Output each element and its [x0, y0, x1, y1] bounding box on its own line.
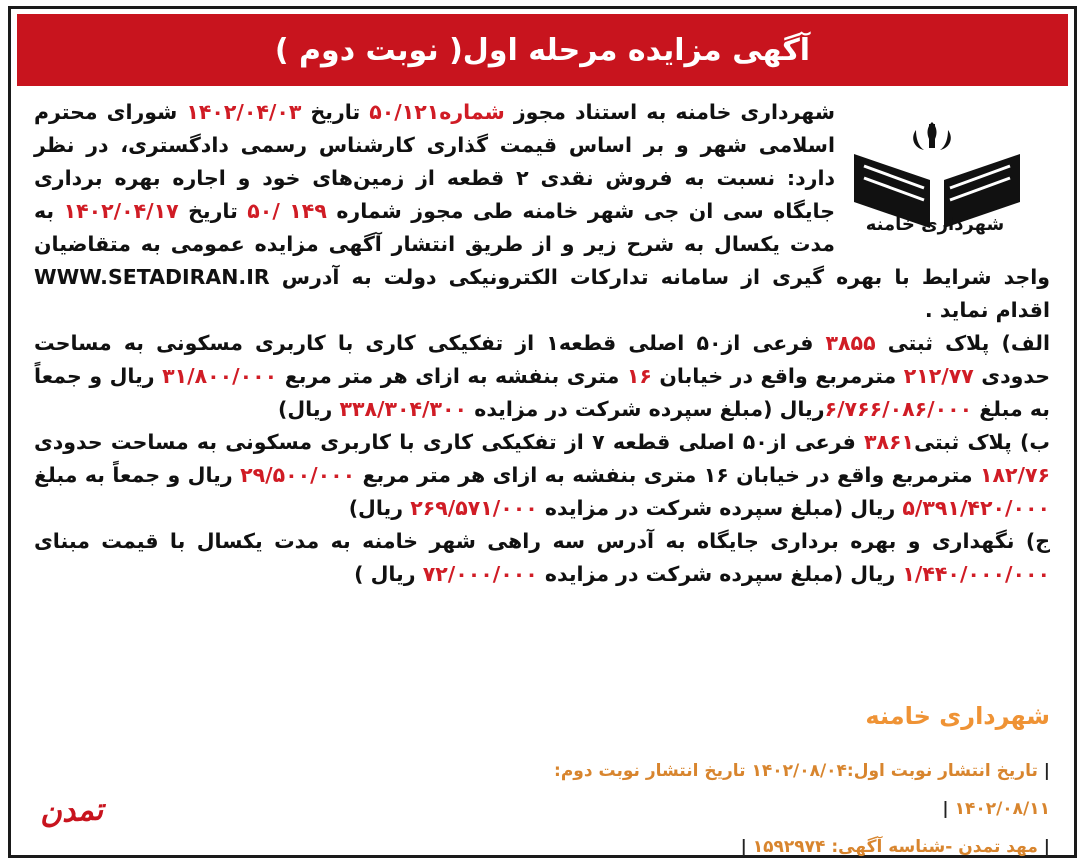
footer	[470, 752, 1050, 866]
logo-caption: شهرداری خامنه	[865, 214, 1005, 235]
intro-paragraph: شهرداری خامنه به استناد مجوز شماره۵۰/۱۲۱ تاریخ ۱۴۰۲/۰۴/۰۳ شورای محترم اسلامی شهر و بر اساس قیمت گذاری کارشناس رسمی دادگستری، در نظر دارد: نسبت به فروش نقدی ۲ قطعه از زمین‌های خود و اجاره بهره برداری جایگاه سی ان جی شهر خامنه طی مجوز شماره ۱۴۹ /۵۰ تاریخ ۱۴۰۲/۰۴/۱۷ به مدت یکسال به شرح زیر و از طریق انتشار آگهی مزایده عمومی به متقاضیان واجد شرایط با بهره گیری از سامانه تدارکات الکترونیکی دولت به آدرس WWW.SETADIRAN.IR اقدام نماید .	[34, 100, 1050, 322]
item-b: ب) پلاک ثبتی۳۸۶۱ فرعی از۵۰ اصلی قطعه ۷ از تفکیکی کاری با کاربری مسکونی به مساحت حدودی ۱۸۲/۷۶ مترمربع واقع در خیابان ۱۶ متری بنفشه به ازای هر متر مربع ۲۹/۵۰۰/۰۰۰ ریال و جمعاً به مبلغ ۵/۳۹۱/۴۲۰/۰۰۰ ریال (مبلغ سپرده شرکت در مزایده ۲۶۹/۵۷۱/۰۰۰ ریال)	[34, 430, 1050, 520]
ad-body	[34, 96, 1050, 591]
signature: شهرداری خامنه	[865, 702, 1050, 730]
ad-id: | مهد تمدن -شناسه آگهی: ۱۵۹۲۹۷۴ |	[740, 837, 1050, 857]
newspaper-stamp: تمدن	[38, 792, 105, 831]
setadiran-link[interactable]: WWW.SETADIRAN.IR	[34, 265, 270, 289]
item-c: ج) نگهداری و بهره برداری جایگاه به آدرس سه راهی شهر خامنه به مدت یکسال با قیمت مبنای ۱/۴۴۰/۰۰۰/۰۰۰ ریال (مبلغ سپرده شرکت در مزایده ۷۲/۰۰۰/۰۰۰ ریال )	[34, 529, 1050, 586]
ad-title: آگهی مزایده مرحله اول( نوبت دوم )	[17, 14, 1068, 86]
item-a: الف) پلاک ثبتی ۳۸۵۵ فرعی از۵۰ اصلی قطعه۱ از تفکیکی کاری با کاربری مسکونی به مساحت حدودی ۲۱۲/۷۷ مترمربع واقع در خیابان ۱۶ متری بنفشه به ازای هر متر مربع ۳۱/۸۰۰/۰۰۰ ریال و جمعاً به مبلغ ۶/۷۶۶/۰۸۶/۰۰۰ریال (مبلغ سپرده شرکت در مزایده ۳۳۸/۳۰۴/۳۰۰ ریال)	[34, 331, 1050, 421]
publish-dates: | تاریخ انتشار نوبت اول:۱۴۰۲/۰۸/۰۴ تاریخ انتشار نوبت دوم: ۱۴۰۲/۰۸/۱۱ |	[554, 761, 1050, 819]
